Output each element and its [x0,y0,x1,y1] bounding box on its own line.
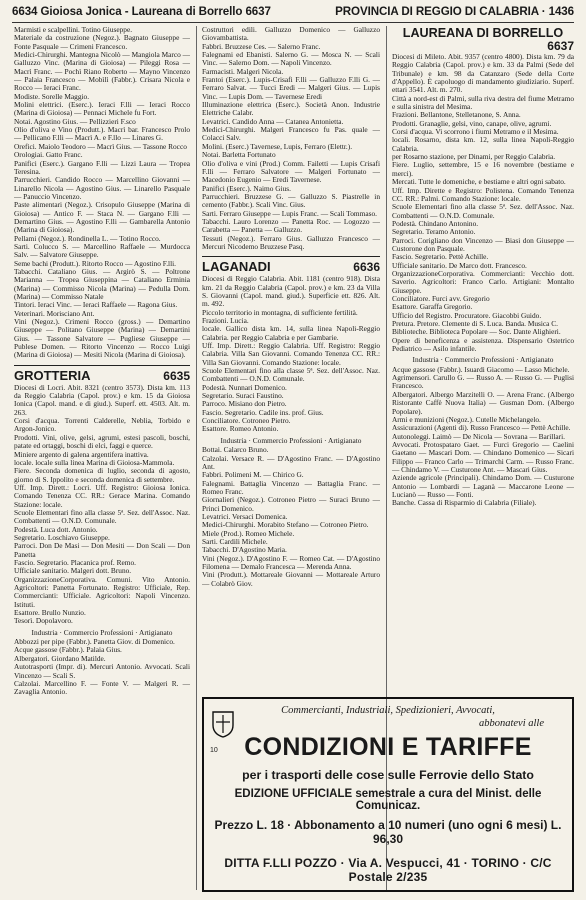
entry: Marmisti e scalpellini. Totino Giuseppe. [14,26,133,34]
entry: Parrucchieri. Candido Rocco — Marcellino Giovanni — Linarello Nicola — Agostino Gius. — Linarello Pasquale — Panuccio Vincenzo. [14,175,190,201]
entry: OrganizzazioneCorporativa. Commercianti: Vecchio dott. Saverio. Agricoltori: Franco Carlo. Artigiani: Montalto Giuseppe. [392,268,574,295]
entry: Vini (Negoz.). Crimeni Rocco (gross.) — Demartino Giuseppe — Politano Giuseppe (Marina) — Demartini Gius. — Tassone Salvatore — Pugliese Giuseppe — Publese Domen. — Ritorto Vincenzo — Rocco Luigi (Marina di Gioiosa) — Mesiti Nicola (Marina di Gioiosa). [14,317,190,360]
entry: Farmacisti. Malgeri Nicola. [202,66,284,76]
entry: Diocesi di Locri. Abit. 8321 (centro 3573). Dista km. 113 da Reggio Calabria (Capol. prov.) e km. 15 da Gioiosa Ionica (Capol. mand. e di giud.). Superf. ett. 4503. Alt. m. 263. [14,382,190,417]
ad-title: CONDIZIONI E TARIFFE [244,733,532,761]
entry: Sarti. Ferraro Giuseppe — Lupis Franc. — Scali Tommaso. [202,208,377,218]
page-header [12,5,574,21]
column-3 [392,26,574,690]
entry: Miniere argento di galena argentifera inattiva. [14,449,149,459]
section-heading-grotteria [14,365,190,384]
entry: Podestà. Chindano Antonino. [392,218,479,228]
entry: Fabbri. Polimeni M. — Chirico G. [202,470,304,480]
entry: Diocesi di Reggio Calabria. Abit. 1181 (centro 918). Dista km. 21 da Reggio Calabria (Capol. prov.) e km. 23 da Villa S. Giovanni (Capol. mand. giud.). Superficie ett. 826. Alt. m. 492. [202,274,380,309]
entry: Molini. (Eserc.) Tavernese, Lupis, Ferraro (Elettr.). [202,141,353,151]
entry: Uff. Imp. Dirette e Registro: Polistena. Comando Tenenza CC. RR.: Palmi. Comando Stazione: locale. [392,185,574,203]
entry: Acque gassose (Fabbr.). Palaia Gius. [14,645,122,655]
entry: Tesorì. Dopolavoro. [14,616,73,626]
entry: Costruttori edili. Galluzzo Domenico — Galluzzo Giovambattista. [202,26,380,43]
entry: Olio d'oliva e vini (Prod.) Comm. Failetti — Lupis Crisafi F.lli — Ferraro Salvatore — Malgeri Fortunato — Macedonio Eugenio — Eredi Tavernese. [202,158,380,185]
entry: Prodotti. Granaglie, gelsi, vino, canape, olive, agrumi. [392,118,552,128]
entry: Uff. Imp. Dirett.: Reggio Calabria. Uff. Registro: Reggio Calabria. Villa San Giovanni. Comando Tenenza CC. RR.: Villa San Giovanni. Comando Stazione: locale. [202,341,380,367]
entry: Ufficiale sanitario. De Marco dott. Francesco. [392,260,527,270]
entry: Notai. Agostino Gius. — Pellizzieri F.sco [14,116,136,126]
entry: Segretario. Teramo Antonio. [392,227,476,237]
town-name: LAGANADI [202,259,271,275]
gioiosa-entries [14,26,190,360]
entry: Corsi d'acqua. Torrenti Calderelle, Neblia, Torbido e Argon-Jonico. [14,416,190,434]
entry: Sarti. Cardili Michele. [202,537,268,546]
crest-icon [210,709,236,739]
ad-side-number: 10 [210,747,218,754]
entry: Armi e munizioni (Negoz.). Cutelle Michelangelo. [392,414,541,424]
entry: Aziende agricole (Principali). Chindamo Dom. — Custurone Antonio — Lombardi — Laganà — Maccarone Leone — Lucianò — Russo — Fonti. [392,473,574,499]
entry: Banche. Cassa di Risparmio di Calabria (Filiale). [392,498,537,508]
entry: Mercati. Tutte le domeniche, e bestiame e altri ogni sabato. [392,177,566,187]
entry: Assicurazioni (Agenti di). Russo Francesco — Pettè Achille. [392,423,571,433]
entry: Levatrici. Versaci Domenica. [202,511,288,521]
entry: Fiere. Seconda domenica di luglio, seconda di agosto, giorno di S. Ippolito e seconda domenica di settembre. [14,466,190,484]
entry: OrganizzazioneCorporativa. Comuni. Vito Antonio. Agricoltori: Panetta Fortunato. Registro: Ufficiale, Rep. Commercianti: Ufficiale. Agricoltori: Napoli Vincenzo. Istituti. [14,574,190,609]
entry: Vini (Produtt.). Mottareale Giovanni — Mottareale Arturo — Colabrò Giov. [202,570,380,588]
town-number: 6635 [163,368,190,383]
entry: Seme bachi (Produtt.). Ritorto Rocco — Agostino F.lli. [14,258,176,268]
entry: Albergatori. Giordano Matilde. [14,653,106,663]
entry: Medici-Chirurghi. Malgeri Francesco fu Pas. quale — Colacci Salv. [202,125,380,143]
entry: Opere di beneficenza e assistenza. Dispensario Ostetrico Pediatrico — Asilo infantile. [392,335,574,354]
ad-publisher: DITTA F.LLI POZZO · Via A. Vespucci, 41 · TORINO · C/C Postale 2/235 [224,856,552,884]
entry: Frazioni. Lucia. [202,316,249,325]
entry: Orologiai. Gatto Franc. [14,150,83,160]
entry: Calzolai. Versace R. — D'Agostino Franc. — D'Agostino Ant. [202,453,380,471]
entry: Esattore. Brullo Nunzio. [14,608,86,618]
entry: Medici-Chirurghi. Morabito Stefano — Cotroneo Pietro. [202,520,369,530]
entry: Piccolo territorio in montagna, di sufficiente fertilità. [202,307,358,317]
entry: Levatrici. Candido Anna — Catanea Antonietta. [202,116,344,126]
entry: Miele (Prod.). Romeo Michele. [202,528,295,538]
entry: Biblioteche. Biblioteca Popolare — Soc. Dante Alighieri. [392,327,561,337]
entry: Frazioni. Bellantone, Stelletanone, S. Anna. [392,110,521,120]
entry: Segretario. Loschiavo Giuseppe. [14,532,110,542]
entry: Fascio. Segretario. Placanica prof. Remo. [14,557,136,567]
entry: Conciliatore. Furci avv. Gregorio [392,293,490,303]
entry: Parroci. Corigliano don Vincenzo — Biasi don Giuseppe — Custorone don Pasquale. [392,235,574,253]
entry: Tessuti (Negoz.). Ferraro Gius. Galluzzo Francesco — Mercuri Nicodemo Bruzzese Pasq. [202,233,380,251]
entry: Parrucchieri. Bruzzese G. — Galluzzo S. Piastrelle in cemento (Fabbr.). Scali Vinc. Gius. [202,191,380,210]
entry: Fascio. Segretario. Pettè Achille. [392,252,489,262]
entry: Frantoi (Eserc.). Lupis-Crisafi F.lli — Galluzzo F.lli G. — Ferraro Salvat. — Tucci Eredi — Malgeri Gius. — Lupis Vinc. — Lupis Dom. — Tavernese Eredi [202,75,380,101]
column-2 [202,26,380,690]
entry: Conciliatore. Cotroneo Pietro. [202,416,291,426]
entry: Acque gassose (Fabbr.). Isuardi Giacomo — Lasso Michele. [392,364,570,374]
entry: Tintori. Ieraci Vinc. — Ieraci Raffaele — Ragona Gius. [14,300,178,310]
entry: Uff. Imp. Dirett.: Locri. Uff. Registro: Gioiosa Ionica. Comando Tenenza CC. RR.: Gerace Marina. Comando Stazione: locale. [14,482,190,509]
entry: Fascio. Segretario. Cadile ins. prof. Gius. [202,407,324,417]
entry: Scuole Elementari fino alla classe 5ª. Sez. dell'Assoc. Naz. Combattenti — O.N.D. Comunale. [14,507,190,526]
entry: locale. locale sulla linea Marina di Gioiosa-Mammola. [14,457,175,467]
subsection-heading: Industria · Commercio Professioni · Artigianato [31,627,173,637]
subsection-heading: Industria · Commercio Professioni · Artigianato [220,435,362,445]
entry: Panifici (Eserc.). Gargano F.lli — Lizzi Laura — Tropea Teresina. [14,158,190,176]
entry: Orefici. Maiolo Teodoro — Macrì Gius. — Tassone Rocco [14,141,187,151]
column-1 [14,26,190,890]
entry: locale. Gallico dista km. 14, sulla linea Napoli-Reggio Calabria. per Reggio Calabria e per Gambarie. [202,324,380,342]
entry: Diocesi di Mileto. Abit. 9357 (centro 4800). Dista km. 79 da Reggio Calabria (Capol. prov.) e km. 33 da Palmi (Sede del Tribunale) e km. 98 da Catanzaro (Sede della Corte d'Appello). È capoluogo di mandamento giudiziario. Superf. ettari 3541. Alt. m. 270. [392,52,574,95]
entry: Falegnami. Battaglia Vincenzo — Battaglia Franc. — Romeo Franc. [202,478,380,496]
entry: Tabacchi. Lauro Lorenzo — Panetta Roc. — Logozzo — Carabetta — Panetta — Galluzzo. [202,216,380,235]
town-name: GROTTERIA [14,367,91,383]
entry: Agrimensori. Carullo G. — Russo A. — Russo G. — Puglisi Francesco. [392,373,574,391]
entry: Avvocati. Protospataro Gaet. — Furci Gregorio — Caelini Gaetano — Mascari Dom. — Chindano Domenico — Sicari Filippo — Franco Carlo — Trimarchi Carm. — Russo Franc. — Chindamo V. — Custurone Ant. — Mascari Gius. [392,439,574,474]
entry: Esattore. Romeo Antonio. [202,424,279,434]
entry: Corsi d'acqua. Vi scorrono i fiumi Metramo e il Mesima. [392,127,559,137]
entry: Notai. Barletta Fortunato [202,150,276,160]
entry: Fiere. Luglio, settembre, 15 e 16 novembre (bestiame e merci). [392,160,574,178]
entry: Materiale da costruzione (Negoz.). Bagnato Giuseppe — Fonte Pasquale — Crimeni Francesco. [14,33,190,51]
entry: Ufficiale sanitario. Malgeri dott. Bruno. [14,566,132,576]
entry: Scuole Elementari fino alla classe 5ª. Sez. dell'Assoc. Naz. Combattenti — O.N.D. Comunale. [202,366,380,384]
entry: Tabacchi. Cataliano Gius. — Argirò S. — Poltrone Marianna — Tropea Giuseppina — Cataliano Erminia (Marina) — Commisso Nicola (Marina) — Pedulla Dom. (Marina) — Commisso Natale [14,266,190,301]
entry: Scuole Elementari fino alla classe 5ª. Sez. dell'Assoc. Naz. Combattenti — O.N.D. Comunale. [392,202,574,220]
entry: locali. Rosarno, dista km. 12, sulla linea Napoli-Reggio Calabria. [392,135,574,153]
entry: Albergatori. Albergo Marzitelli O. — Arena Franc. (Albergo Ristorante Caffè Nuova Italia) — Gusman Dom. (Albergo Popolare). [392,389,574,416]
entry: Vini (Negoz.). D'Agostino F. — Romeo Cat. — D'Agostino Filomena — Demalo Francesca — Merenda Anna. [202,553,380,572]
entry: Panifici (Eserc.). Naimo Gius. [202,183,291,193]
ad-edition: EDIZIONE UFFICIALE semestrale a cura del Minist. delle Comunicaz. [234,788,542,812]
header-rule [12,22,574,23]
entry: Autotrasporti (Impr. di). Mercuri Antonio. Avvocati. Scali Vincenzo — Scali S. [14,662,190,680]
entry: Prodotti. Vini, olive, gelsi, agrumi, estesi pascoli, boschi, patate ed ortaggi, boschi di elci, faggi e querce. [14,432,190,451]
entry: Fabbri. Bruzzese Ces. — Salerno Franc. [202,41,321,51]
entry: Modiste. Sorelle Maggio. [14,91,90,101]
entry: Podestà. Nunnari Domenico. [202,382,287,392]
entry: Parroci. Don De Masi — Don Mesiti — Don Scali — Don Panetta [14,541,190,559]
ad-price: Prezzo L. 18 · Abbonamento a 10 numeri (uno ogni 6 mesi) L. 96,30 [214,818,562,846]
entry: Illuminazione elettrica (Eserc.). Società Anon. Industrie Elettriche Calabr. [202,100,380,118]
town-name: LAUREANA DI BORRELLO [402,26,564,40]
header-left: 6634 Gioiosa Jonica - Laureana di Borrello 6637 [12,5,271,18]
advertisement-box [202,697,574,892]
entry: Paste alimentari (Negoz.). Crisopulo Giuseppe (Marina di Gioiosa) — Antico F. — Staca N. — Gargano F.lli — Demartino Gius. — Agostino F.lli — Gambarella Antonio (Marina di Gioiosa). [14,200,190,235]
entry: Bottai. Calarco Bruno. [202,445,269,455]
entry: Falegnami ed Ebanisti. Salerno G. — Mosca N. — Scali Vinc. — Salerno Dom. — Napoli Vincenzo. [202,50,380,68]
entry: Calzolai. Marcellino F. — Fonte V. — Malgeri R. — Zavaglia Antonio. [14,678,190,697]
entry: Segretario. Suraci Faustino. [202,391,284,401]
entry: Pellami (Negoz.). Rondinella L. — Totino Rocco. [14,233,161,243]
entry: Tabacchi. D'Agostino Maria. [202,545,287,555]
column-divider [196,26,197,890]
header-right: PROVINCIA DI REGGIO DI CALABRIA · 1436 [335,5,574,18]
entry: Olio d'oliva e Vino (Produtt.). Macrì bar. Francesco Prolo — Pellicano F.lli — Macrì A. e F.llo — Linares G. [14,125,190,143]
entry: Parroco. Misiano don Pietro. [202,399,287,409]
town-number: 6636 [353,260,380,275]
entry: Città a nord-est di Palmi, sulla riva destra del fiume Metramo e sulla sinistra del Mesima. [392,93,574,112]
entry: Medici-Chirurghi. Mantegna Nicolò — Mangiola Marco — Galluzzo Vinc. (Marina di Gioiosa) — Pileggi Rosa — Macrì Franc. — Pochì Riano Roberto — Mayno Vincenzo — Palaia Francesco — Mobìlì (Fabbr.). Crisara Nicola e Rocco — Ieraci Franc. [14,50,190,93]
entry: Veterinari. Morisciano Ant. [14,308,95,318]
ad-subtitle: per i trasporti delle cose sulle Ferrovie dello Stato [242,768,534,782]
entry: Podestà. Luca dott. Antonio. [14,524,98,534]
town-number: 6637 [547,39,574,53]
section-heading-laganadi [202,256,380,275]
entry: Sarti. Colucco S. — Marcellino Raffaele — Murdocca Salv. — Salvatore Giuseppe. [14,241,190,260]
entry: per Rosarno stazione, per Dinami, per Reggio Calabria. [392,152,556,162]
entry: Giornalieri (Negoz.). Cotroneo Pietro — Suraci Bruno — Princi Domenico. [202,495,380,513]
subsection-heading: Industria · Commercio Professioni · Artigianato [412,355,554,365]
ad-audience: Commercianti, Industriali, Spedizionieri, Avvocati, [281,705,495,716]
entry: Autonoleggi. Laimò — De Nicola — Sovrana — Barillari. [392,431,565,441]
entry: Abbozzi per pipe (Fabbr.). Panetta Giov. di Domenico. [14,637,175,647]
entry: Esattore. Garaffa Gregorio. [392,302,473,312]
ad-subscribe: abbonatevi alle [478,718,544,729]
entry: Pretura. Pretore. Clemente di S. Luca. Banda. Musica C. [392,319,559,328]
entry: Molini elettrici. (Eserc.). Ieraci F.lli — Ieraci Rocco (Marina di Gioiosa) — Pennaci Michele fu Fort. [14,100,190,118]
entry: Ufficio del Registro. Procuratore. Giacobbi Guido. [392,310,542,320]
